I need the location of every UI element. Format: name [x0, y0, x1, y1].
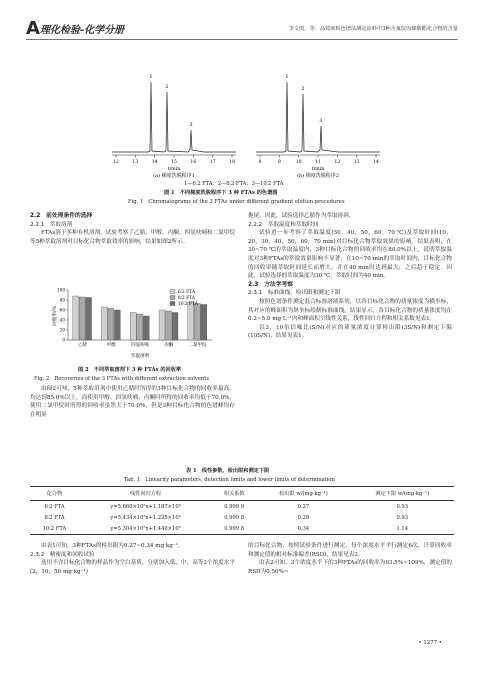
figure-2-caption-cn: 图 2 不同萃取溶剂下 3 种 FTAs 的回收率 — [78, 367, 182, 373]
figure-2-ylabel: 回收率/% — [53, 306, 58, 326]
journal-logo: A — [26, 18, 40, 39]
section-2-3-1-heading: 2.3.1 标准曲线、检出限和测定下限 — [248, 290, 341, 297]
y-tick-label: 40 — [59, 317, 65, 323]
caption-a: (a) 梯度洗脱程序1 — [153, 173, 195, 179]
section-2-3-heading: 2.3 方法学考察 — [248, 281, 294, 288]
x-tick-label: 14 — [373, 160, 379, 165]
section-2-3-2-heading: 2.3.2 精密度和回收试验 — [30, 551, 95, 558]
peak-1-label-a: 1 — [149, 74, 153, 80]
x-tick-label: 16 — [190, 160, 197, 165]
bar — [101, 307, 107, 340]
xlabel-a: t/min — [167, 167, 181, 172]
paragraph-standard-curve: 按照色谱条件测定混合标准溶液系列，以各目标化合物的质量浓度为横坐标，其对应的峰面积为纵坐标绘制标准曲线。结果显示，各目标化合物的质量浓度均在0.2~5.0 mg·L⁻¹内和峰面积呈线性关系，线性回归方程和相关系数见表1。 — [248, 298, 452, 323]
xlabel-b: t/min — [311, 167, 325, 172]
x-tick-label: 12 — [334, 160, 341, 165]
table-cell: 8∶2 FTA — [44, 514, 65, 521]
paragraph-precision-intro: 选用不含目标化合物的样品作为空白基质，分别加入低、中、高等3个浓度水平(2，10，50 mg·kg⁻¹) — [30, 560, 235, 575]
bar — [108, 309, 114, 341]
y-tick-label: 0 — [62, 337, 65, 343]
y-tick-label: 80 — [59, 297, 65, 303]
x-tick-label: 8 — [258, 160, 262, 165]
bar — [194, 304, 200, 341]
category-label: 四氢呋喃 — [131, 343, 149, 348]
figure-1-plot — [104, 64, 394, 192]
bar — [137, 314, 143, 340]
table-1 — [30, 486, 454, 535]
peak-3-label-b: 3 — [319, 118, 323, 124]
table-header-cell: 相关系数 — [212, 487, 256, 501]
table-cell: 0.28 — [297, 514, 310, 521]
table-1-caption-cn: 表 1 线性参数、检出限和测定下限 — [186, 468, 270, 474]
bar — [73, 296, 79, 340]
table-header-cell: 检出限 w/(mg·kg⁻¹) — [256, 487, 350, 501]
figure-1-legend: 1—6∶2 FTA；2—8∶2 FTA；3—10∶2 FTA — [184, 181, 284, 187]
table-row — [30, 501, 454, 513]
bottom-left-column — [30, 542, 235, 576]
paragraph-solvent-result: 由图2可知，5种萃取溶剂中使用乙腈时所得的3种目标化合物的回收率最高，均达到85.0%以上，而使用甲醇、四氢呋喃、丙酮时所得的回收率均低于70.0%，使用二氯甲烷时所得的回收率虽然大于70.0%，但是3种目标化合物的色谱峰均存在明显 — [30, 386, 235, 418]
table-cell: 0.93 — [396, 514, 409, 521]
bar — [114, 310, 120, 340]
table-cell: y=5.434×10⁵x+1.235×10³ — [110, 514, 181, 521]
x-tick-label: 17 — [209, 160, 216, 165]
legend-label: 10∶2 FTA — [178, 302, 198, 307]
y-tick-label: 100 — [57, 287, 65, 293]
bottom-right-column — [248, 542, 452, 576]
category-label: 乙腈 — [78, 343, 87, 348]
paragraph-detection-limit: 以3，10倍信噪比(S/N)对应的质量浓度计算检出限(3S/N)和测定下限(10S/N)，结果见表1。 — [248, 324, 452, 340]
chromatogram-trace-a — [112, 82, 236, 152]
figure-2-bar-chart — [52, 286, 217, 358]
table-cell: 1.14 — [351, 523, 454, 535]
bar — [86, 298, 92, 341]
paragraph-tailing: 拖尾。因此，试验选择乙腈作为萃取溶剂。 — [248, 213, 355, 219]
section-2-2-heading: 2.2 前处理条件的选择 — [30, 213, 93, 219]
category-label: 二氯甲烷 — [188, 343, 207, 348]
page-number: • 1277 • — [418, 640, 442, 646]
table-row — [30, 523, 454, 535]
panel-a — [112, 74, 236, 179]
table-cell: y=5.660×10⁵x+1.187×10³ — [110, 503, 181, 510]
table-cell: 0.34 — [256, 523, 350, 535]
panel-b — [256, 74, 380, 179]
table-cell: 0.999 8 — [212, 523, 256, 535]
legend-swatch — [170, 290, 175, 294]
paragraph-detection-range: 由表1可知，3种FTAs的检出限为0.27~0.34 mg·kg⁻¹。 — [41, 543, 184, 549]
table-1-caption-en: Tab. 1 Linearity parameters, detection limits and lower limits of determination — [124, 477, 335, 483]
table-cell: 0.27 — [297, 503, 310, 510]
category-label: 丙酮 — [164, 343, 174, 348]
x-tick-label: 18 — [229, 160, 235, 165]
table-header-cell: 测定下限 w/(mg·kg⁻¹) — [351, 487, 454, 501]
table-cell: 0.999 9 — [224, 503, 245, 510]
table-header-row — [30, 487, 454, 501]
x-tick-label: 9 — [277, 160, 281, 165]
bar — [172, 313, 178, 341]
legend-swatch — [170, 296, 175, 300]
paragraph-temp-time: 试验进一步考察了萃取温度(30，40，50，60，70 ℃)及萃取时间(10，20，30，40，50，60，70 min)对目标化合物萃取效果的影响。结果表明，在30~70 ℃的萃取温度内，3种目标化合物的回收率均在80.0%以上，说明萃取温度对3种FTAs的萃取效果影响不显著；在10~70 min的萃取时间内，目标化合物的回收率随萃取时间延长而增大，并在40 min时达到最大，之后趋于稳定。因此，试验选择的萃取温度为30 ℃，萃取时间为40 min。 — [248, 230, 452, 280]
x-tick-label: 15 — [171, 160, 177, 165]
bar — [143, 316, 149, 340]
peak-2-label-b: 2 — [301, 86, 305, 92]
bar — [130, 313, 136, 341]
bar — [159, 310, 165, 340]
paragraph-solvent-intro: FTAs溶于多种有机溶剂，试验考察了乙腈、甲醇、丙酮、四氢呋喃和二氯甲烷等5种萃取溶剂对目标化合物萃取效率的影响，结果如图2所示。 — [30, 230, 235, 245]
bar — [188, 302, 194, 340]
x-tick-label: 10 — [295, 160, 302, 165]
table-cell: 10∶2 FTA — [30, 523, 79, 535]
table-cell: 6∶2 FTA — [44, 503, 65, 510]
section-2-2-2-heading: 2.2.2 萃取温度和萃取时间 — [248, 221, 319, 228]
peak-2-label-a: 2 — [165, 84, 169, 90]
caption-b: (b) 梯度洗脱程序2 — [297, 173, 339, 179]
paragraph-recovery-result: 由表2可知，3个浓度水平下的3种FTAs的回收率为93.5%~109%，测定值的RSD为0.50%~ — [248, 560, 452, 575]
running-header — [26, 18, 458, 40]
table-cell: 0.999 8 — [224, 514, 245, 521]
left-column-continued — [30, 385, 235, 419]
figure-2-plot — [52, 286, 217, 358]
x-tick-label: 14 — [151, 160, 158, 165]
figure-1-caption-cn: 图 1 不同梯度洗脱程序下 3 种 FTAs 的色谱图 — [164, 190, 278, 196]
x-tick-label: 11 — [315, 160, 321, 165]
legend-label: 8∶2 FTA — [178, 296, 196, 301]
left-column — [30, 212, 235, 246]
bar — [166, 311, 172, 340]
y-tick-label: 20 — [59, 327, 65, 333]
table-cell: 0.93 — [396, 503, 409, 510]
figure-2-xlabel: 萃取溶剂 — [130, 354, 150, 359]
journal-name: 理化检验-化学分册 — [40, 25, 125, 36]
figure-2-caption-en: Fig. 2 Recoveries of the 3 FTAs with different extraction solvents — [34, 376, 209, 382]
figure-1-chromatograms — [104, 64, 394, 192]
running-title: 李文雨，等：高效液相色谱法测定涂料中3种含氟烷丙烯酸酯化合物的含量 — [288, 26, 458, 32]
y-tick-label: 60 — [59, 307, 65, 313]
x-tick-label: 13 — [132, 160, 139, 165]
section-2-2-1-heading: 2.2.1 萃取溶剂 — [30, 221, 73, 228]
bar — [201, 305, 207, 341]
legend-label: 6∶2 FTA — [178, 290, 196, 295]
right-column — [248, 212, 452, 341]
table-row — [30, 512, 454, 523]
legend-swatch — [170, 302, 175, 306]
peak-1-label-b: 1 — [285, 74, 289, 80]
category-label: 甲醇 — [106, 343, 116, 348]
table-header-cell: 线性回归方程 — [79, 487, 212, 501]
peak-3-label-a: 3 — [189, 122, 193, 128]
x-tick-label: 12 — [113, 160, 119, 165]
x-tick-label: 13 — [353, 160, 360, 165]
table-header-cell: 化合物 — [30, 487, 79, 501]
figure-1-caption-en: Fig. 1 Chromatograms of the 3 FTAs under different gradient elution procedures — [128, 199, 345, 205]
chromatogram-trace-b — [256, 82, 380, 152]
table-cell: y=5.304×10⁵x+1.440×10³ — [79, 523, 212, 535]
bar — [79, 297, 85, 340]
paragraph-precision-method: 的目标化合物，按照试验条件进行测定，每个浓度水平平行测定6次，计算回收率和测定值的相对标准偏差(RSD)，结果见表2。 — [248, 543, 452, 558]
